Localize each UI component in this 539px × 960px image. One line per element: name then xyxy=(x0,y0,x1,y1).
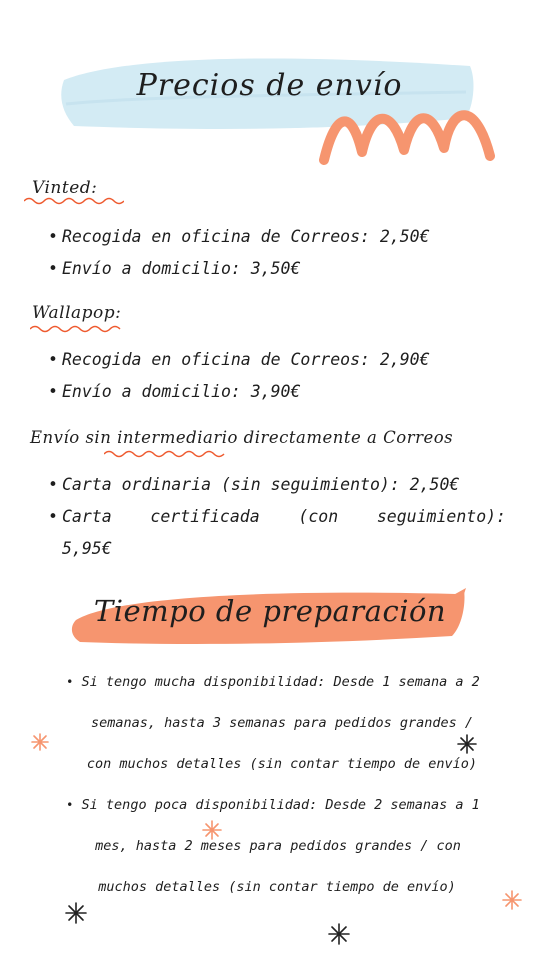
black-asterisk-icon xyxy=(458,735,476,753)
list-item: • Recogida en oficina de Correos: 2,90€ xyxy=(48,350,430,369)
prep-line: semanas, hasta 3 semanas para pedidos grandes / xyxy=(90,715,473,731)
orange-asterisk-icon xyxy=(203,821,221,839)
wallapop-heading: Wallapop: xyxy=(32,303,122,323)
list-item: • Carta ordinaria (sin seguimiento): 2,50€ xyxy=(48,475,460,494)
list-item: • Envío a domicilio: 3,90€ xyxy=(48,382,301,401)
vinted-heading: Vinted: xyxy=(32,178,98,198)
shipping-prices-title: Precios de envío xyxy=(136,68,403,103)
black-asterisk-icon xyxy=(329,924,349,944)
list-item: • Envío a domicilio: 3,50€ xyxy=(48,259,301,278)
list-item: • Recogida en oficina de Correos: 2,50€ xyxy=(48,227,430,246)
prep-line: muchos detalles (sin contar tiempo de envío) xyxy=(98,879,456,895)
black-asterisk-icon xyxy=(66,903,86,923)
prep-line: con muchos detalles (sin contar tiempo de envío) xyxy=(86,756,478,772)
list-item: • Carta certificada (con seguimiento): xyxy=(48,507,506,526)
orange-asterisk-icon xyxy=(503,891,521,909)
prep-line: • Si tengo mucha disponibilidad: Desde 1 semana a 2 xyxy=(66,674,480,690)
correos-heading: Envío sin intermediario directamente a Correos xyxy=(30,428,454,447)
prep-line: mes, hasta 2 meses para pedidos grandes / con xyxy=(95,838,461,854)
list-item-continuation: 5,95€ xyxy=(62,539,112,558)
preparation-time-title: Tiempo de preparación xyxy=(93,594,447,628)
prep-line: • Si tengo poca disponibilidad: Desde 2 semanas a 1 xyxy=(66,797,480,813)
orange-asterisk-icon xyxy=(32,734,48,750)
